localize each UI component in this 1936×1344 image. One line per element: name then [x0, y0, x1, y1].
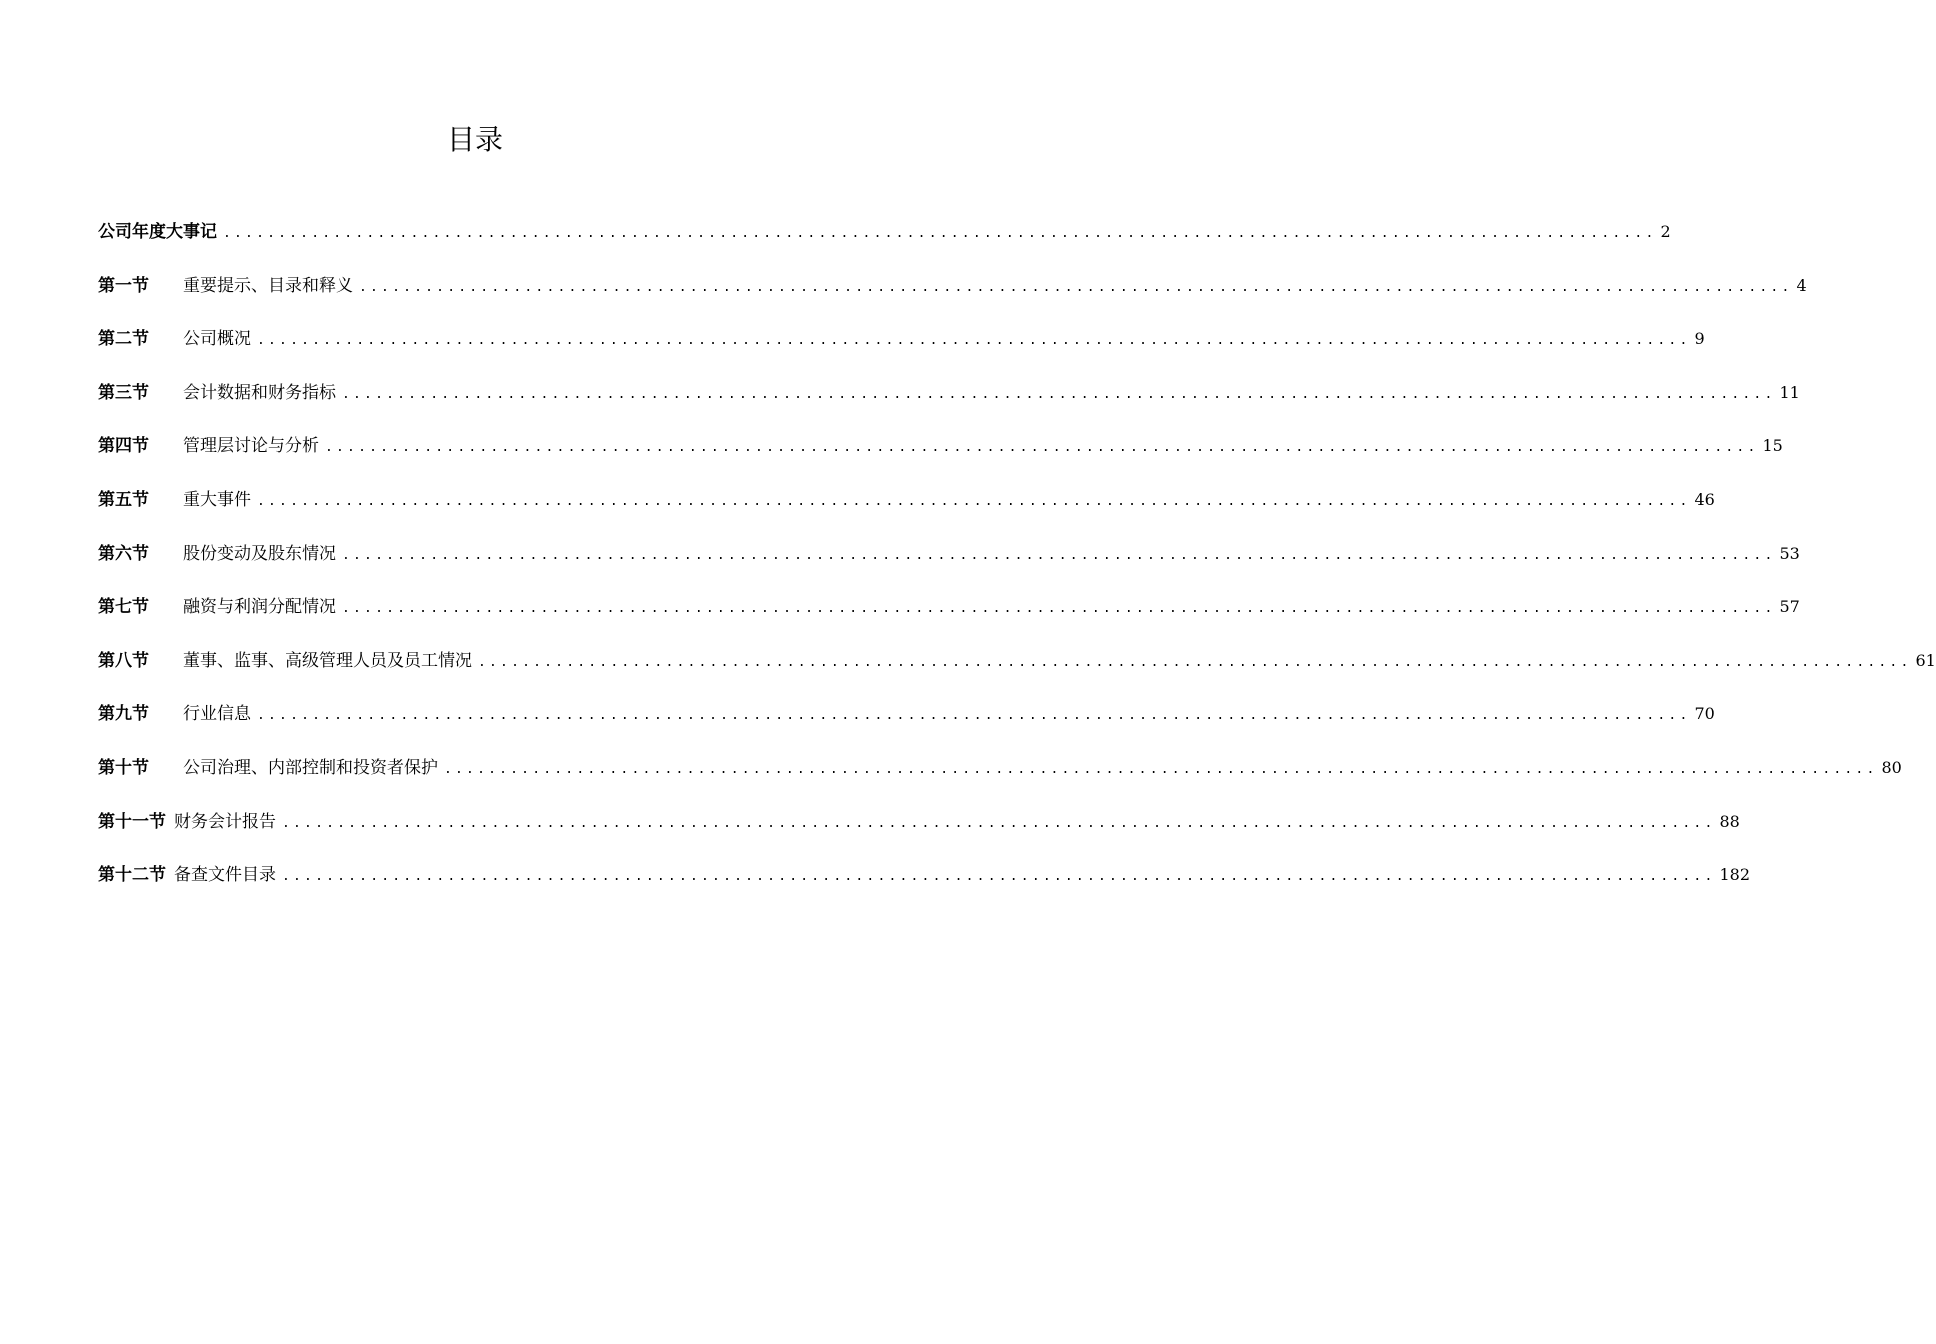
toc-section-number: 第二节 — [98, 329, 149, 350]
toc-entry-section-2[interactable] — [98, 319, 1705, 373]
dot-leader: .................................................................................................................................. — [342, 601, 1776, 617]
toc-page-number: 61 — [1915, 650, 1936, 670]
toc-page-number: 15 — [1762, 436, 1783, 456]
toc-section-number: 第六节 — [98, 543, 149, 564]
dot-leader: .................................................................................................................................. — [359, 279, 1793, 295]
toc-section-number: 第十一节 — [98, 811, 166, 832]
toc-page-number: 2 — [1660, 222, 1671, 241]
dot-leader: .................................................................................................................................. — [342, 547, 1776, 563]
toc-entry-section-7[interactable] — [98, 587, 1800, 641]
dot-leader: .................................................................................................................................. — [257, 708, 1691, 724]
toc-section-number: 第八节 — [98, 650, 149, 671]
toc-section-title: 重大事件 — [183, 489, 251, 510]
dot-leader: .................................................................................................................................. — [325, 440, 1759, 456]
toc-section-number: 第一节 — [98, 275, 149, 296]
toc-page-number: 88 — [1719, 811, 1740, 831]
dot-leader: .................................................................................................................................. — [342, 386, 1776, 402]
toc-entry-section-9[interactable] — [98, 694, 1715, 748]
toc-entry-section-10[interactable] — [98, 748, 1902, 802]
table-of-contents — [98, 212, 1936, 909]
toc-entry-section-12[interactable] — [98, 855, 1751, 909]
toc-section-title: 备查文件目录 — [174, 865, 276, 886]
toc-entry-section-3[interactable] — [98, 373, 1800, 427]
toc-section-number: 第七节 — [98, 597, 149, 618]
dot-leader: .................................................................................................................................. — [257, 333, 1691, 349]
toc-section-title: 财务会计报告 — [174, 811, 276, 832]
dot-leader: .................................................................................................................................. — [444, 761, 1878, 777]
toc-page-number: 11 — [1779, 382, 1800, 402]
dot-leader: .................................................................................................................................. — [223, 226, 1657, 241]
toc-page-number: 9 — [1694, 329, 1705, 349]
toc-entry-section-4[interactable] — [98, 426, 1783, 480]
toc-page-number: 80 — [1881, 757, 1902, 777]
toc-entry-section-5[interactable] — [98, 480, 1715, 534]
toc-section-title: 融资与利润分配情况 — [183, 597, 336, 618]
toc-page-number: 70 — [1694, 704, 1715, 724]
toc-page-number: 46 — [1694, 489, 1715, 509]
toc-section-title: 公司概况 — [183, 329, 251, 350]
toc-page-number: 53 — [1779, 543, 1800, 563]
toc-entry-annual-events[interactable] — [98, 212, 1671, 266]
toc-section-title: 重要提示、目录和释义 — [183, 275, 353, 296]
toc-section-number: 第五节 — [98, 489, 149, 510]
dot-leader: .................................................................................................................................. — [282, 869, 1716, 885]
toc-section-title: 行业信息 — [183, 704, 251, 725]
toc-page-number: 182 — [1719, 865, 1751, 885]
toc-section-title: 公司治理、内部控制和投资者保护 — [183, 757, 438, 778]
toc-section-number: 第四节 — [98, 436, 149, 457]
toc-section-number: 第十节 — [98, 757, 149, 778]
toc-section-number: 第九节 — [98, 704, 149, 725]
toc-section-title: 董事、监事、高级管理人员及员工情况 — [183, 650, 472, 671]
toc-section-title: 会计数据和财务指标 — [183, 382, 336, 403]
dot-leader: .................................................................................................................................. — [257, 493, 1691, 509]
dot-leader: .................................................................................................................................. — [478, 654, 1912, 670]
toc-section-number: 第三节 — [98, 382, 149, 403]
toc-entry-section-8[interactable] — [98, 641, 1936, 695]
toc-page-number: 4 — [1796, 275, 1807, 295]
toc-entry-section-11[interactable] — [98, 802, 1740, 856]
toc-section-title: 管理层讨论与分析 — [183, 436, 319, 457]
toc-entry-section-1[interactable] — [98, 266, 1807, 320]
toc-section-title: 公司年度大事记 — [98, 222, 217, 242]
toc-section-title: 股份变动及股东情况 — [183, 543, 336, 564]
toc-page-number: 57 — [1779, 597, 1800, 617]
toc-entry-section-6[interactable] — [98, 534, 1800, 588]
page-title: 目录 — [446, 123, 503, 156]
toc-section-number: 第十二节 — [98, 865, 166, 886]
dot-leader: .................................................................................................................................. — [282, 815, 1716, 831]
